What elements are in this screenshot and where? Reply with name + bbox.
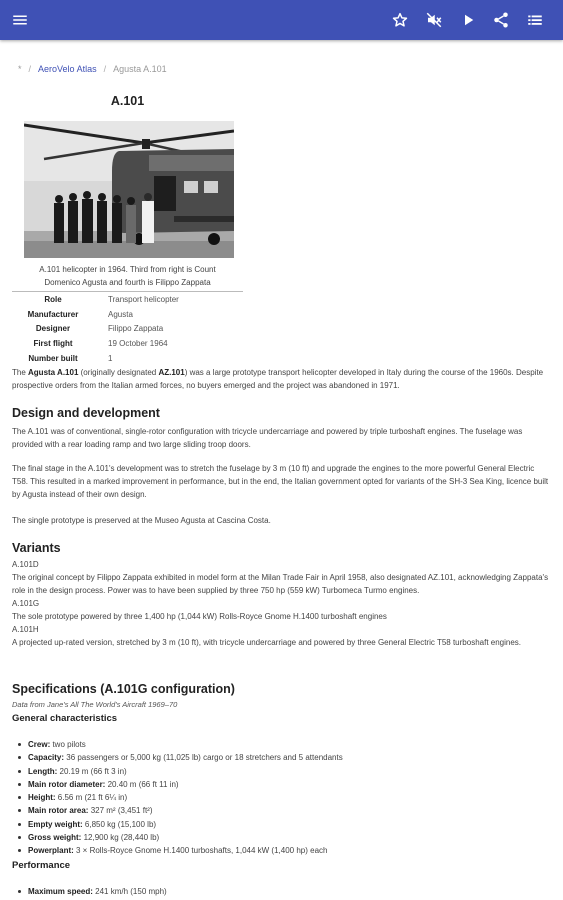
helicopter-photo[interactable] [24, 121, 234, 258]
spec-value: 36 passengers or 5,000 kg (11,025 lb) cargo or 18 stretchers and 5 attendants [64, 753, 343, 763]
infobox-row [12, 293, 243, 308]
spec-value: 12,900 kg (28,440 lb) [81, 833, 160, 843]
infobox-divider [12, 291, 243, 292]
breadcrumb-section-link[interactable]: AeroVelo Atlas [38, 64, 97, 74]
design-paragraph: The A.101 was of conventional, single-rotor configuration with tricycle undercarriage and powered by triple turboshaft engines. The fuselage was provided with a rear loading ramp and two large sliding troop doors. [12, 427, 523, 449]
variant-name: A.101G [12, 599, 40, 608]
infobox-key: Manufacturer [27, 309, 79, 319]
section-heading-design: Design and development [12, 406, 160, 420]
infobox-key: Number built [28, 353, 78, 363]
breadcrumb [18, 64, 167, 74]
spec-item [28, 844, 548, 857]
section-heading-variants: Variants [12, 541, 61, 555]
photo-caption [12, 263, 243, 289]
breadcrumb-separator: / [28, 64, 32, 74]
infobox [12, 93, 243, 363]
spec-value: 3 × Rolls-Royce Gnome H.1400 turboshafts, 1,044 kW (1,400 hp) each [73, 846, 328, 856]
spec-value: 327 m² (3,451 ft²) [88, 806, 153, 816]
spec-value: 241 km/h (150 mph) [92, 887, 167, 896]
infobox-row [12, 352, 243, 367]
spec-value: two pilots [50, 740, 86, 749]
spec-value: 6,850 kg (15,100 lb) [82, 819, 157, 829]
spec-label: Empty weight: [28, 819, 83, 829]
spec-item [28, 791, 548, 804]
infobox-row [12, 337, 243, 352]
hamburger-menu-icon[interactable] [10, 10, 30, 30]
play-icon[interactable] [458, 10, 478, 30]
article-content [0, 40, 563, 900]
infobox-key: Role [44, 295, 62, 304]
spec-item [28, 885, 548, 898]
spec-label: Gross weight: [28, 833, 82, 843]
photo-caption-line: A.101 helicopter in 1964. Third from right is Count [39, 265, 216, 274]
spec-label: Main rotor area: [28, 806, 89, 816]
general-characteristics-heading: General characteristics [12, 713, 118, 724]
infobox-value[interactable]: Filippo Zappata [108, 324, 164, 334]
star-icon[interactable] [390, 10, 410, 30]
spec-item [28, 831, 548, 844]
infobox-key: First flight [33, 339, 73, 349]
spec-item [28, 738, 548, 751]
spec-value: 20.40 m (66 ft 11 in) [105, 779, 179, 789]
variant-description: The original concept by Filippo Zappata exhibited in model form at the Milan Trade Fair in April 1958, also designated AZ.101, acknowledging Zappata's role in the design process. Power was to have been supplied by three 750 hp (559 kW) Turbomeca Turmo engines. [12, 573, 549, 595]
sound-off-icon[interactable] [424, 10, 444, 30]
spec-value: 6.56 m (21 ft 6¼ in) [55, 793, 128, 803]
spec-item [28, 804, 548, 817]
photo-caption-line: Domenico Agusta and fourth is Filippo Zappata [44, 278, 211, 287]
helicopter-photo-image [24, 121, 234, 258]
variant-description: A projected up-rated version, stretched by 3 m (10 ft), with tricycle undercarriage and powered by three General Electric T58 turboshaft engines. [12, 638, 522, 647]
breadcrumb-current: Agusta A.101 [113, 64, 167, 74]
design-paragraph: The single prototype is preserved at the Museo Agusta at Cascina Costa. [12, 516, 271, 525]
variant-description: The sole prototype powered by three 1,400 hp (1,044 kW) Rolls-Royce Gnome H.1400 turboshaft engines [12, 612, 387, 621]
share-icon[interactable] [491, 10, 511, 30]
spec-label: Powerplant: [28, 846, 74, 856]
spec-label: Crew: [28, 740, 51, 749]
infobox-row [12, 322, 243, 337]
spec-item [28, 765, 548, 778]
app-bar [0, 0, 563, 40]
intro-paragraph [12, 366, 552, 392]
section-heading-specifications: Specifications (A.101G configuration) [12, 682, 235, 696]
alternate-designation: AZ.101 [158, 368, 185, 377]
performance-list [28, 885, 548, 898]
infobox-key: Designer [35, 324, 71, 334]
spec-label: Length: [28, 766, 58, 776]
spec-value: 20.19 m (66 ft 3 in) [57, 766, 127, 776]
infobox-table [12, 293, 243, 366]
spec-label: Main rotor diameter: [28, 779, 106, 789]
intro-text: The [12, 368, 29, 377]
infobox-value: Transport helicopter [108, 295, 179, 304]
spec-item [28, 751, 548, 764]
intro-text: ) was a large prototype transport helicopter developed in Italy during the course of the 1960s. Despite prospective orders from the Italian armed forces, no buyers emerged and the project was abandoned in 1971. [12, 368, 544, 390]
spec-label: Capacity: [28, 753, 65, 763]
spec-label: Maximum speed: [28, 887, 93, 896]
contents-list-icon[interactable] [525, 10, 545, 30]
spec-item [28, 818, 548, 831]
intro-text: (originally designated [78, 368, 159, 377]
performance-heading: Performance [12, 860, 71, 871]
article-name: Agusta A.101 [28, 368, 79, 377]
infobox-value[interactable]: Agusta [108, 309, 133, 319]
spec-label: Height: [28, 793, 56, 803]
infobox-value: 19 October 1964 [108, 339, 168, 349]
design-paragraph: The final stage in the A.101's development was to stretch the fuselage by 3 m (10 ft) and upgrade the engines to the more powerful General Electric T58. This resulted in a marked improvement in performance, but in the end, the Italian government opted for variants of the SH-3 Sea King, licence built by Agusta instead of their own design. [12, 464, 549, 499]
general-characteristics-list [28, 738, 548, 858]
infobox-value: 1 [108, 353, 113, 363]
spec-item [28, 778, 548, 791]
breadcrumb-separator: / [103, 64, 107, 74]
variant-name: A.101D [12, 560, 39, 569]
variants-list [12, 558, 552, 649]
variant-name: A.101H [12, 625, 39, 634]
specs-source: Data from Jane's All The World's Aircraft 1969–70 [12, 700, 178, 709]
infobox-title: A.101 [110, 94, 145, 108]
infobox-row [12, 308, 243, 323]
breadcrumb-home[interactable]: * [18, 64, 22, 74]
